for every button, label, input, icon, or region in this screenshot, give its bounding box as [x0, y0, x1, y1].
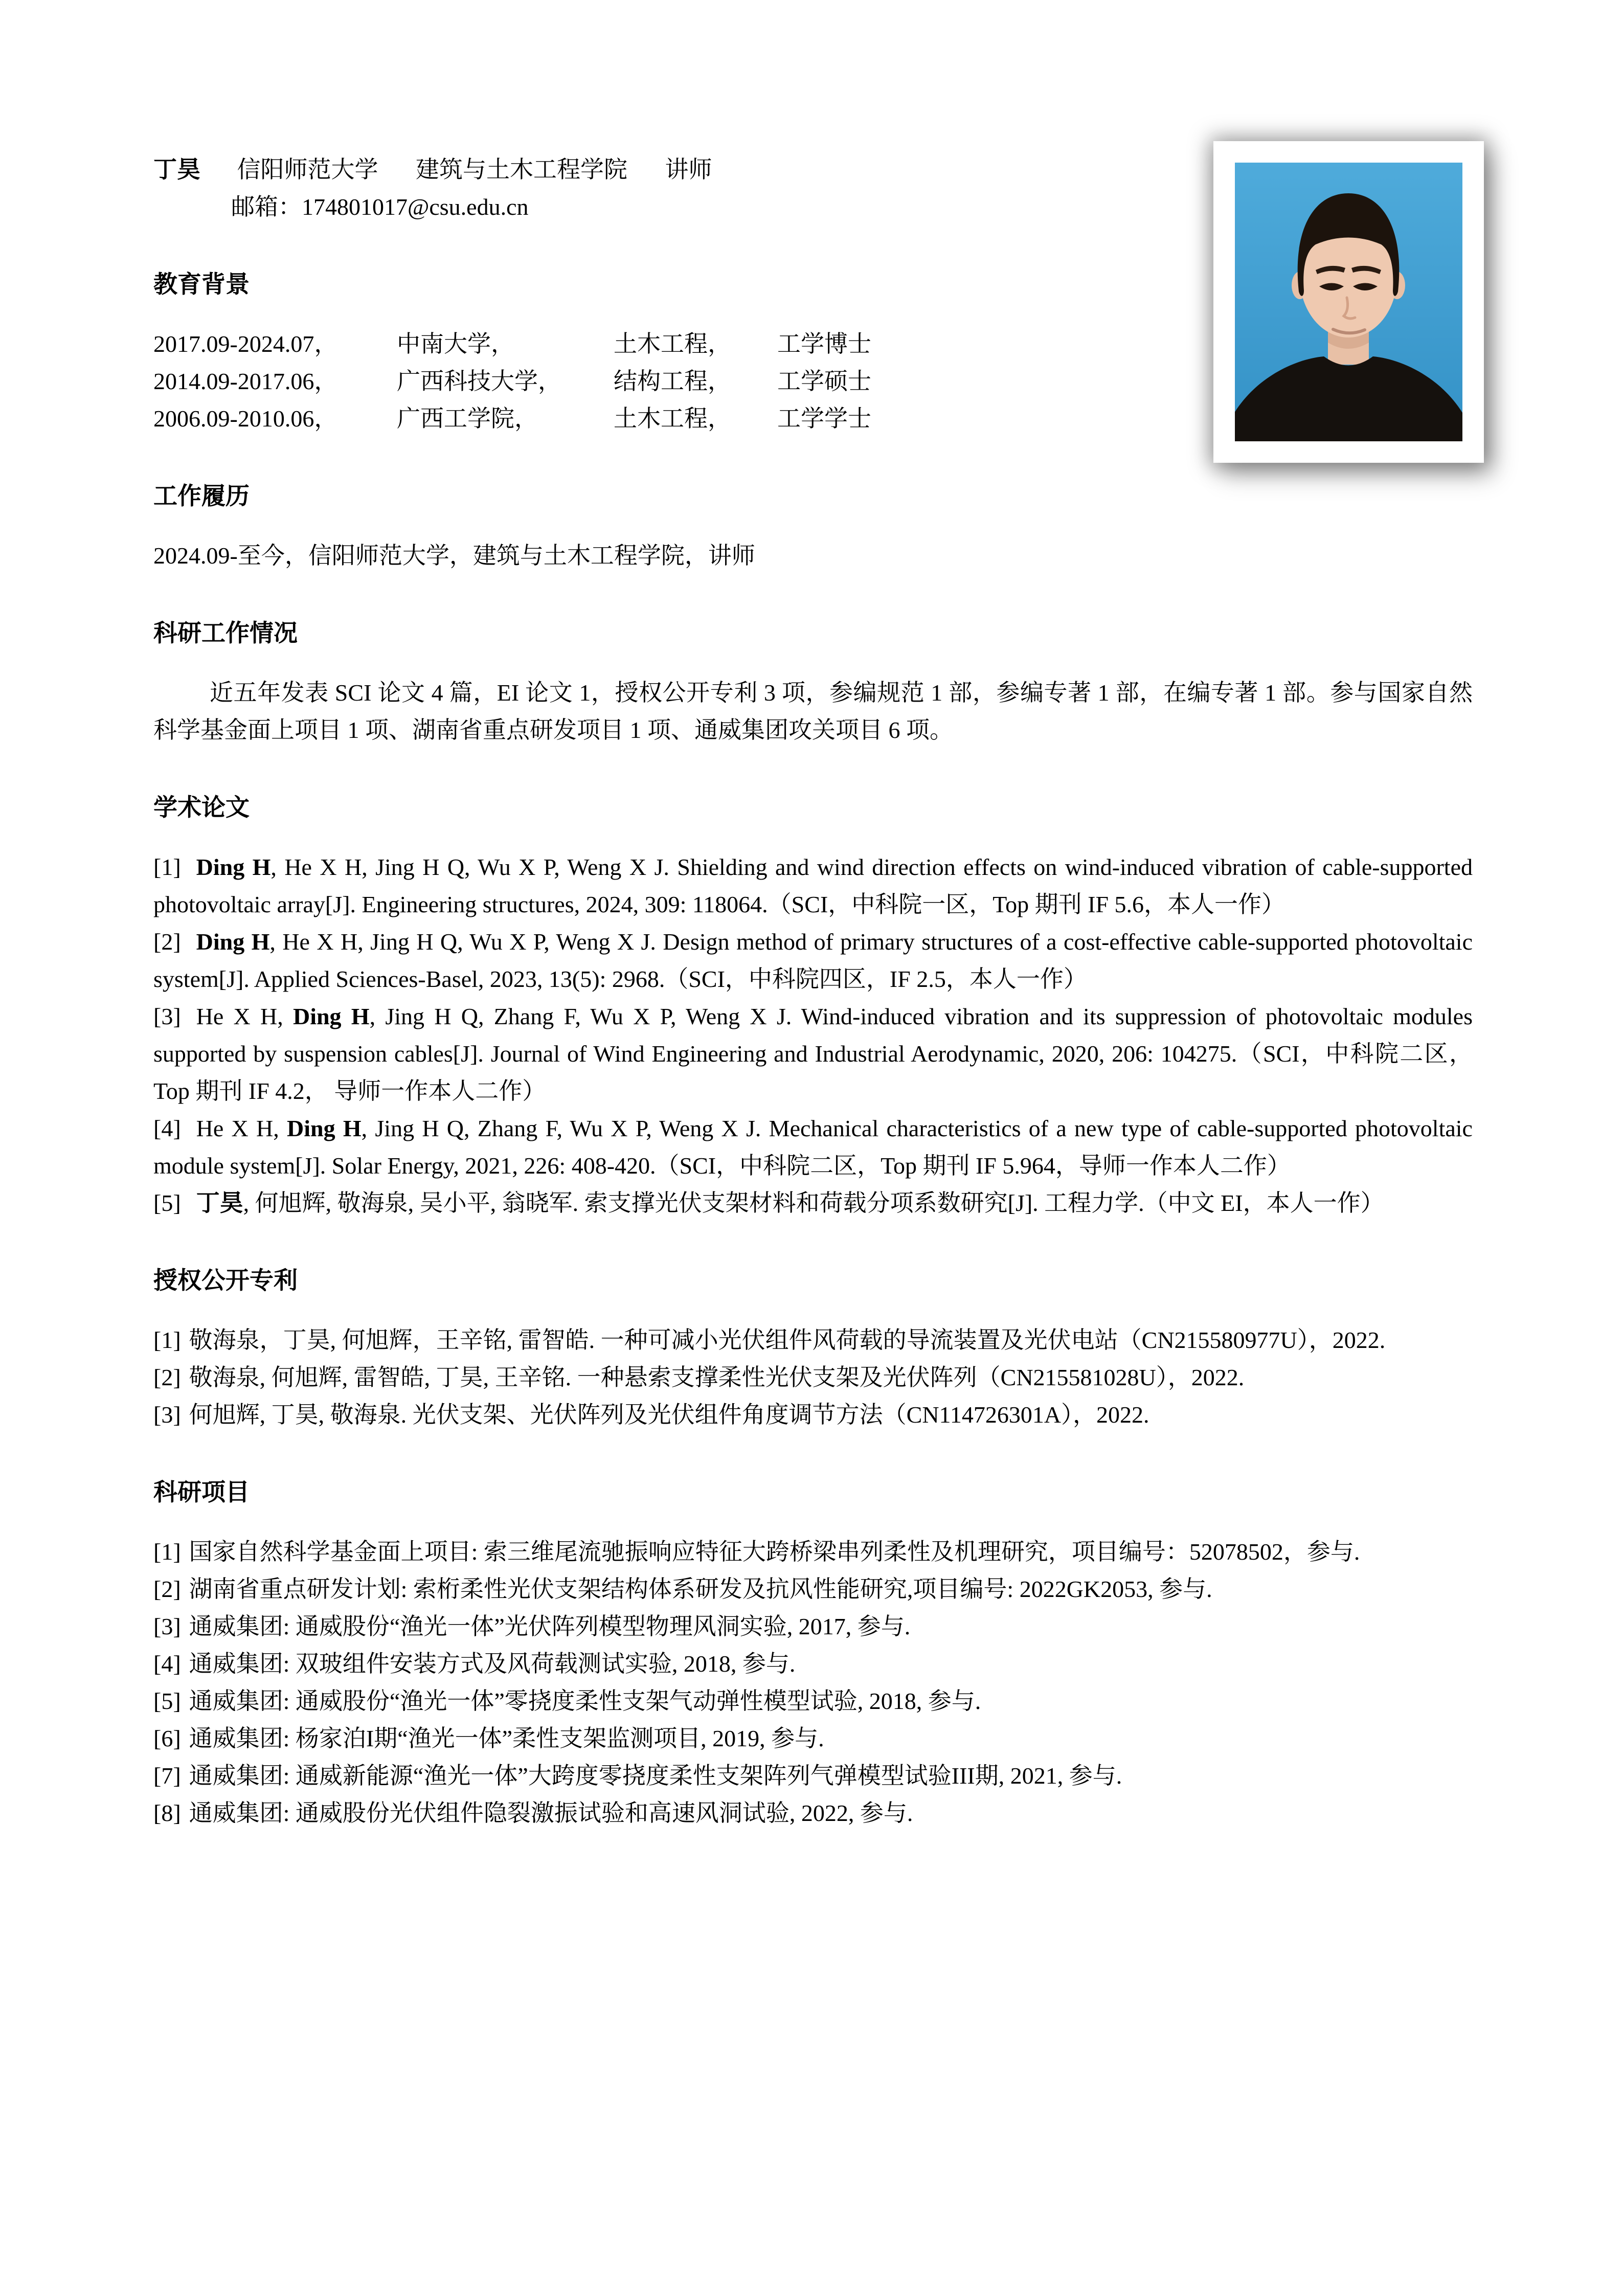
paper-citation: He X H, Ding H, Jing H Q, Zhang F, Wu X P, Weng X J. Wind-induced vibration and its suppression of photovoltaic modules supported by suspension cables[J]. Journal of Wind Engineering and Industrial Aerodynamic, 2020, 206: 104275.（SCI，中科院二区，Top 期刊 IF 4.2， 导师一作本人二作） — [153, 1003, 1473, 1104]
header-position: 讲师 — [665, 156, 712, 183]
header-department: 建筑与土木工程学院 — [416, 156, 627, 183]
item-marker: [4] — [153, 1651, 181, 1677]
education-period: 2017.09-2024.07， — [153, 331, 338, 357]
section-title-research-overview: 科研工作情况 — [153, 620, 298, 647]
project-item — [153, 1608, 1473, 1645]
education-degree: 工学博士 — [777, 331, 871, 357]
item-marker: [1] — [153, 1327, 181, 1353]
paper-item — [153, 923, 1473, 998]
project-description: 通威集团: 通威股份光伏组件隐裂激振试验和高速风洞试验, 2022, 参与. — [189, 1800, 913, 1826]
patent-item — [153, 1396, 1473, 1433]
education-period: 2014.09-2017.06， — [153, 368, 338, 394]
item-marker: [3] — [153, 1402, 181, 1428]
project-description: 通威集团: 通威股份“渔光一体”零挠度柔性支架气动弹性模型试验, 2018, 参与. — [189, 1688, 981, 1714]
section-title-papers: 学术论文 — [153, 795, 250, 821]
item-marker: [2] — [153, 929, 181, 955]
section-title-education: 教育背景 — [153, 272, 250, 298]
item-marker: [5] — [153, 1688, 181, 1714]
profile-photo — [1213, 141, 1484, 463]
project-item — [153, 1533, 1473, 1570]
project-description: 通威集团: 双玻组件安装方式及风荷载测试实验, 2018, 参与. — [189, 1651, 796, 1677]
section-title-work: 工作履历 — [153, 483, 250, 510]
bold-author: Ding H — [292, 1003, 370, 1029]
paper-item — [153, 1184, 1473, 1222]
education-major: 土木工程， — [614, 406, 731, 432]
item-marker: [5] — [153, 1190, 181, 1216]
education-school: 广西科技大学， — [397, 368, 561, 394]
education-school: 中南大学， — [397, 331, 514, 357]
bold-author: 丁昊 — [196, 1190, 243, 1216]
education-degree: 工学学士 — [777, 406, 871, 432]
bold-author: Ding H — [196, 854, 271, 880]
papers-list — [153, 848, 1473, 1222]
patent-citation: 敬海泉, 何旭辉, 雷智皓, 丁昊, 王辛铭. 一种悬索支撑柔性光伏支架及光伏阵列（CN215581028U），2022. — [189, 1364, 1245, 1390]
portrait-illustration — [1235, 163, 1462, 441]
education-school: 广西工学院， — [397, 406, 538, 432]
paper-item — [153, 848, 1473, 923]
paper-citation: He X H, Ding H, Jing H Q, Zhang F, Wu X P, Weng X J. Mechanical characteristics of a new type of cable-supported photovoltaic module system[J]. Solar Energy, 2021, 226: 408-420.（SCI，中科院二区，Top 期刊 IF 5.964，导师一作本人二作） — [153, 1115, 1473, 1179]
work-list — [153, 537, 1473, 574]
project-description: 湖南省重点研发计划: 索桁柔性光伏支架结构体系研发及抗风性能研究,项目编号: 2022GK2053, 参与. — [189, 1576, 1212, 1602]
item-marker: [6] — [153, 1725, 181, 1751]
project-description: 通威集团: 通威新能源“渔光一体”大跨度零挠度柔性支架阵列气弹模型试验III期, 2021, 参与. — [189, 1763, 1122, 1789]
item-marker: [4] — [153, 1115, 181, 1141]
project-item — [153, 1757, 1473, 1794]
paper-citation: Ding H, He X H, Jing H Q, Wu X P, Weng X J. Shielding and wind direction effects on wind-induced vibration of cable-supported photovoltaic array[J]. Engineering structures, 2024, 309: 118064.（SCI，中科院一区，Top 期刊 IF 5.6，本人一作） — [153, 854, 1473, 917]
item-marker: [1] — [153, 854, 181, 880]
item-marker: [1] — [153, 1539, 181, 1565]
bold-author: Ding H — [287, 1115, 362, 1141]
project-item — [153, 1645, 1473, 1682]
paper-citation: 丁昊, 何旭辉, 敬海泉, 吴小平, 翁晓军. 索支撑光伏支架材料和荷载分项系数研究[J]. 工程力学.（中文 EI，本人一作） — [196, 1190, 1384, 1216]
projects-list — [153, 1533, 1473, 1832]
patent-citation: 何旭辉, 丁昊, 敬海泉. 光伏支架、光伏阵列及光伏组件角度调节方法（CN114726301A），2022. — [189, 1402, 1149, 1428]
project-item — [153, 1720, 1473, 1757]
bold-author: Ding H — [196, 929, 270, 955]
research-overview-paragraph: 近五年发表 SCI 论文 4 篇，EI 论文 1，授权公开专利 3 项，参编规范 1 部，参编专著 1 部，在编专著 1 部。参与国家自然科学基金面上项目 1 项、湖南省重点研发项目 1 项、通威集团攻关项目 6 项。 — [153, 680, 1473, 743]
education-degree: 工学硕士 — [777, 368, 871, 394]
item-marker: [8] — [153, 1800, 181, 1826]
patent-item — [153, 1359, 1473, 1396]
section-title-projects: 科研项目 — [153, 1479, 250, 1506]
project-description: 国家自然科学基金面上项目: 索三维尾流驰振响应特征大跨桥梁串列柔性及机理研究，项目编号：52078502，参与. — [189, 1539, 1360, 1565]
paper-citation: Ding H, He X H, Jing H Q, Wu X P, Weng X J. Design method of primary structures of a cost-effective cable-supported photovoltaic system[J]. Applied Sciences-Basel, 2023, 13(5): 2968.（SCI，中科院四区，IF 2.5，本人一作） — [153, 929, 1473, 992]
work-item: 2024.09-至今，信阳师范大学，建筑与土木工程学院，讲师 — [153, 543, 755, 569]
item-marker: [2] — [153, 1364, 181, 1390]
education-major: 结构工程， — [614, 368, 731, 394]
project-item — [153, 1682, 1473, 1720]
patent-item — [153, 1321, 1473, 1359]
item-marker: [7] — [153, 1763, 181, 1789]
header-university: 信阳师范大学 — [237, 156, 378, 183]
paper-item — [153, 998, 1473, 1110]
email: 邮箱：174801017@csu.edu.cn — [231, 194, 529, 220]
item-marker: [3] — [153, 1613, 181, 1639]
item-marker: [2] — [153, 1576, 181, 1602]
patents-list — [153, 1321, 1473, 1433]
person-name: 丁昊 — [153, 156, 200, 183]
project-item — [153, 1794, 1473, 1832]
project-description: 通威集团: 杨家泊I期“渔光一体”柔性支架监测项目, 2019, 参与. — [189, 1725, 824, 1751]
project-description: 通威集团: 通威股份“渔光一体”光伏阵列模型物理风洞实验, 2017, 参与. — [189, 1613, 911, 1639]
education-major: 土木工程， — [614, 331, 731, 357]
project-item — [153, 1570, 1473, 1608]
item-marker: [3] — [153, 1003, 181, 1029]
education-period: 2006.09-2010.06， — [153, 406, 338, 432]
section-title-patents: 授权公开专利 — [153, 1268, 298, 1294]
paper-item — [153, 1110, 1473, 1184]
patent-citation: 敬海泉，丁昊, 何旭辉，王辛铭, 雷智皓. 一种可减小光伏组件风荷载的导流装置及光伏电站（CN215580977U），2022. — [189, 1327, 1386, 1353]
